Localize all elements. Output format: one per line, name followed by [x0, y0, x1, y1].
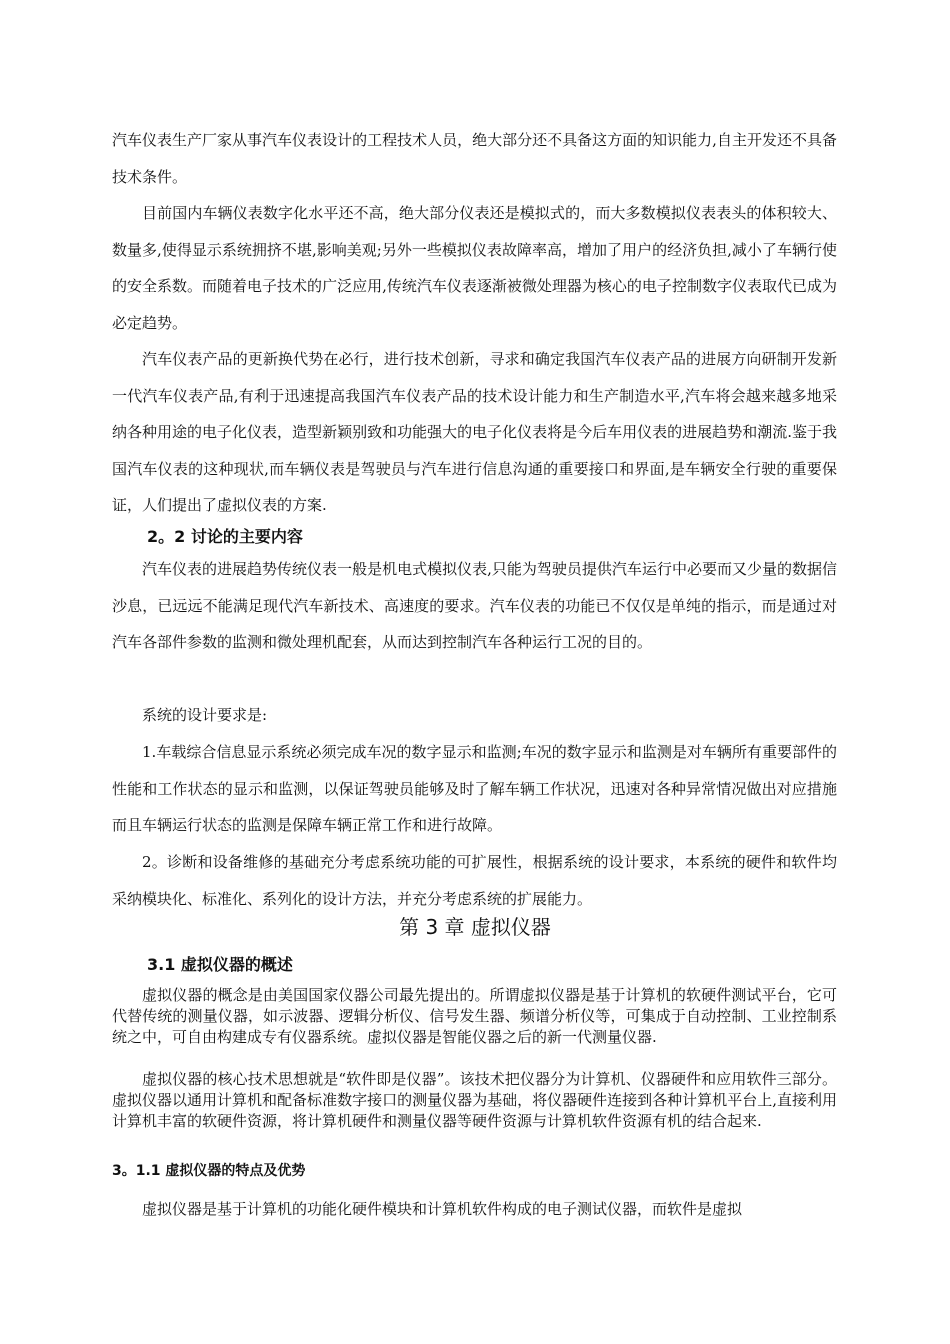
paragraph-5: 系统的设计要求是: — [142, 706, 268, 724]
paragraph-8: 虚拟仪器的概念是由美国国家仪器公司最先提出的。所谓虚拟仪器是基于计算机的软硬件测试平台，它可代替传统的测量仪器，如示波器、逻辑分析仪、信号发生器、频谱分析仪等，可集成于自动控制、工业控制系统之中，可自由构建成专有仪器系统。虚拟仪器是智能仪器之后的新一代测量仪器. — [112, 986, 837, 1046]
paragraph-2: 目前国内车辆仪表数字化水平还不高，绝大部分仪表还是模拟式的，而大多数模拟仪表表头的体积较大、数量多,使得显示系统拥挤不堪,影响美观;另外一些模拟仪表故障率高，增加了用户的经济负担,减小了车辆行使的安全系数。而随着电子技术的广泛应用,传统汽车仪表逐渐被微处理器为核心的电子控制数字仪表取代已成为必定趋势。 — [112, 204, 837, 332]
paragraph-1: 汽车仪表生产厂家从事汽车仪表设计的工程技术人员，绝大部分还不具备这方面的知识能力,自主开发还不具备技术条件。 — [112, 131, 837, 186]
paragraph-4: 汽车仪表的进展趋势传统仪表一般是机电式模拟仪表,只能为驾驶员提供汽车运行中必要而又少量的数据信沙息，已远远不能满足现代汽车新技术、高速度的要求。汽车仪表的功能已不仅仅是单纯的指示，而是通过对汽车各部件参数的监测和微处理机配套，从而达到控制汽车各种运行工况的目的。 — [112, 560, 837, 651]
paragraph-6: 1.车载综合信息显示系统必须完成车况的数字显示和监测;车况的数字显示和监测是对车辆所有重要部件的性能和工作状态的显示和监测，以保证驾驶员能够及时了解车辆工作状况，迅速对各种异常情况做出对应措施而且车辆运行状态的监测是保障车辆正常工作和进行故障。 — [112, 743, 837, 834]
paragraph-10: 虚拟仪器是基于计算机的功能化硬件模块和计算机软件构成的电子测试仪器，而软件是虚拟 — [142, 1200, 743, 1218]
section-heading-3-1-1: 3。1.1 虚拟仪器的特点及优势 — [112, 1163, 306, 1179]
paragraph-3: 汽车仪表产品的更新换代势在必行，进行技术创新，寻求和确定我国汽车仪表产品的进展方向研制开发新一代汽车仪表产品,有利于迅速提高我国汽车仪表产品的技术设计能力和生产制造水平,汽车将会越来越多地采纳各种用途的电子化仪表，造型新颖别致和功能强大的电子化仪表将是今后车用仪表的进展趋势和潮流.鉴于我国汽车仪表的这种现状,而车辆仪表是驾驶员与汽车进行信息沟通的重要接口和界面,是车辆安全行驶的重要保证，人们提出了虚拟仪表的方案. — [112, 350, 837, 514]
paragraph-9: 虚拟仪器的核心技术思想就是“软件即是仪器”。该技术把仪器分为计算机、仪器硬件和应用软件三部分。虚拟仪器以通用计算机和配备标准数字接口的测量仪器为基础，将仪器硬件连接到各种计算机平台上,直接利用计算机丰富的软硬件资源，将计算机硬件和测量仪器等硬件资源与计算机软件资源有机的结合起来. — [112, 1070, 837, 1130]
paragraph-7: 2。诊断和设备维修的基础充分考虑系统功能的可扩展性，根据系统的设计要求，本系统的硬件和软件均采纳模块化、标准化、系列化的设计方法，并充分考虑系统的扩展能力。 — [112, 853, 837, 908]
section-heading-3-1: 3.1 虚拟仪器的概述 — [147, 955, 293, 974]
chapter-title: 第 3 章 虚拟仪器 — [399, 915, 551, 939]
section-heading-2-2: 2。2 讨论的主要内容 — [147, 527, 303, 546]
